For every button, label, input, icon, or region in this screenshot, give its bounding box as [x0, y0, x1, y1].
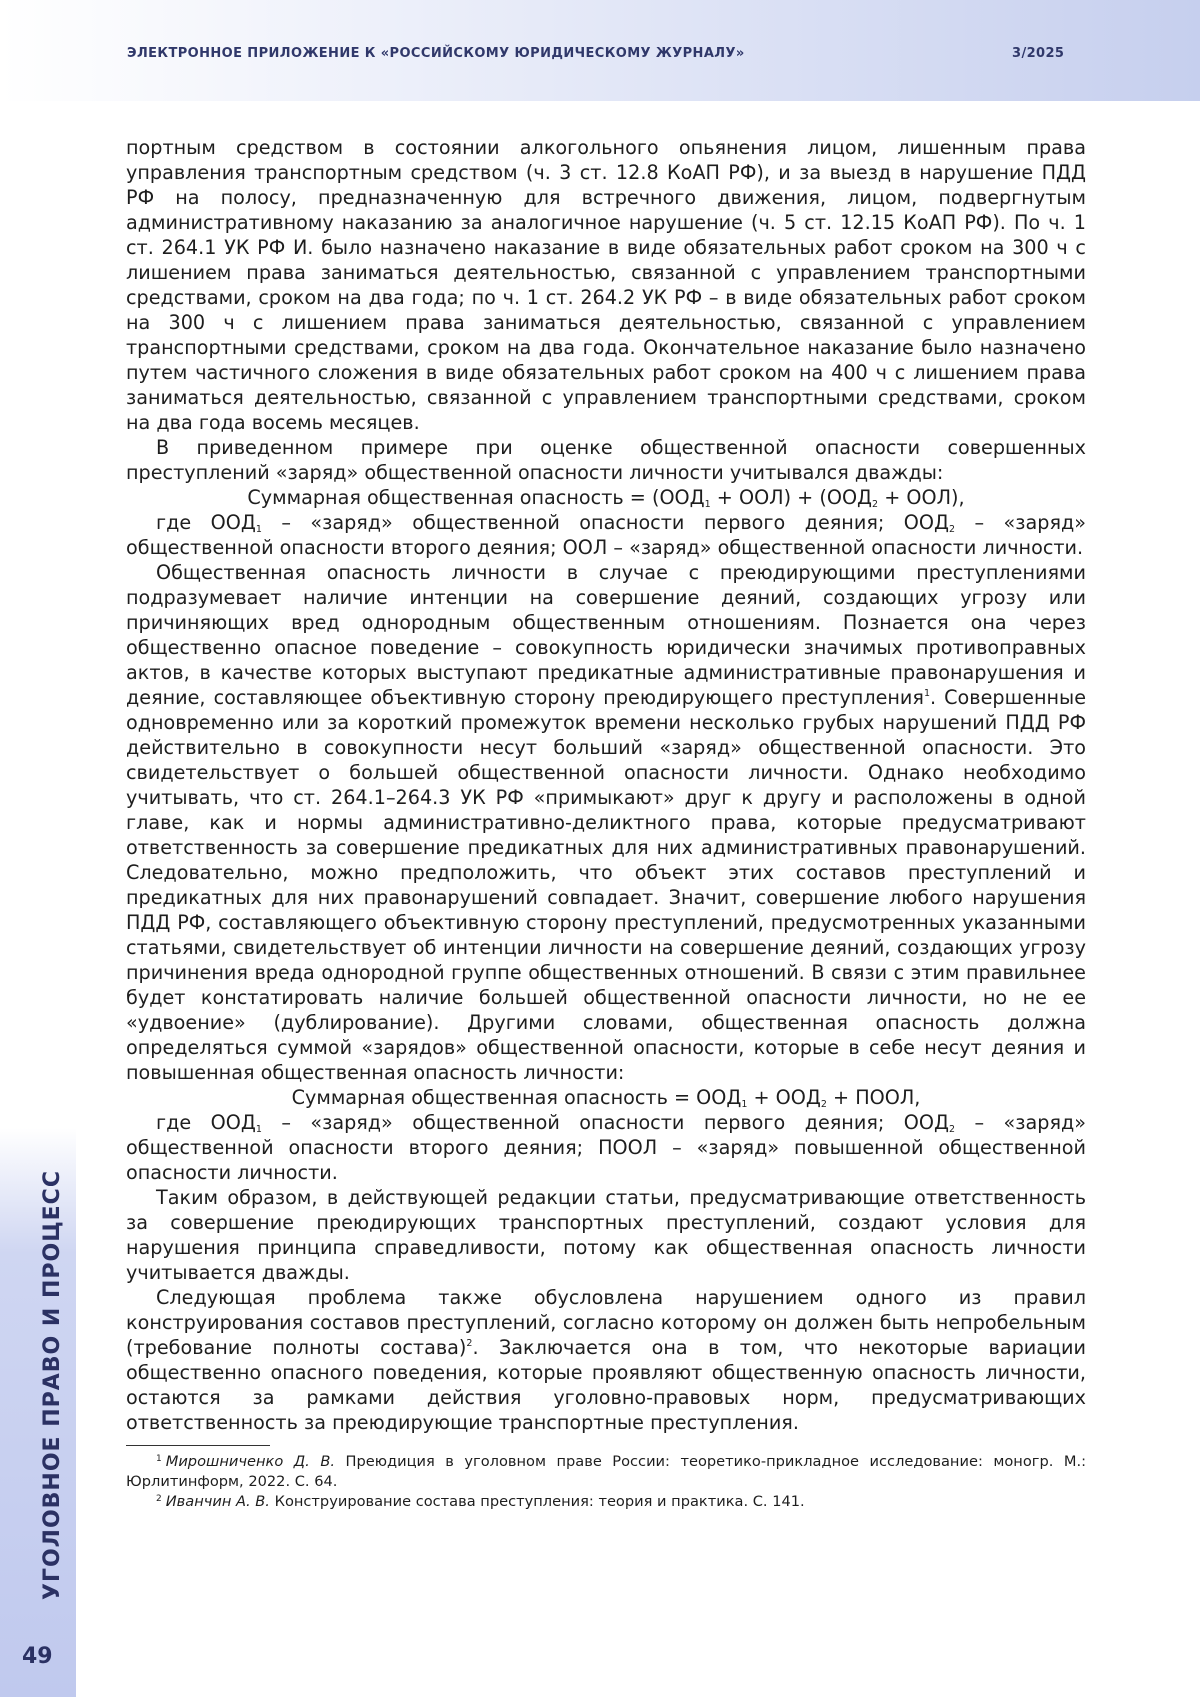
formula: Суммарная общественная опасность = (ООД1 + ООЛ) + (ООД2 + ООЛ),	[126, 485, 1086, 510]
formula-legend: где ООД1 – «заряд» общественной опасности первого деяния; ООД2 – «заряд» общественной опасности второго деяния; ПООЛ – «заряд» повышенной общественной опасности личности.	[126, 1110, 1086, 1185]
paragraph: В приведенном примере при оценке общественной опасности совершенных преступлений «заряд» общественной опасности личности учитывался дважды:	[126, 435, 1086, 485]
footnote: 2 Иванчин А. В. Конструирование состава преступления: теория и практика. С. 141.	[126, 1492, 1086, 1512]
paragraph: Общественная опасность личности в случае с преюдирующими преступлениями подразумевает наличие интенции на совершение деяний, создающих угрозу или причиняющих вред однородным общественным отношениям. Познается она через общественно опасное поведение – совокупность юридически значимых противоправных актов, в качестве которых выступают предикатные административные правонарушения и деяние, составляющее объективную сторону преюдирующего преступления1. Совершенные одновременно или за короткий промежуток времени несколько грубых нарушений ПДД РФ действительно в совокупности несут больший «заряд» общественной опасности. Это свидетельствует о большей общественной опасности личности. Однако необходимо учитывать, что ст. 264.1–264.3 УК РФ «примыкают» друг к другу и расположены в одной главе, как и нормы административно-деликтного права, которые предусматривают ответственность за совершение предикатных для них административных правонарушений. Следовательно, можно предположить, что объект этих составов преступлений и предикатных для них правонарушений совпадает. Значит, совершение любого нарушения ПДД РФ, составляющего объективную сторону преступлений, предусмотренных указанными статьями, свидетельствует об интенции личности на совершение деяний, создающих угрозу причинения вреда однородной группе общественных отношений. В связи с этим правильнее будет констатировать наличие большей общественной опасности личности, но не ее «удвоение» (дублирование). Другими словами, общественная опасность должна определяться суммой «зарядов» общественной опасности, которые в себе несут деяния и повышенная общественная опасность личности:	[126, 560, 1086, 1085]
paragraph: Следующая проблема также обусловлена нарушением одного из правил конструирования составов преступлений, согласно которому он должен быть непробельным (требование полноты состава)2. Заключается она в том, что некоторые вариации общественно опасного поведения, которые проявляют общественную опасность личности, остаются за рамками действия уголовно-правовых норм, предусматривающих ответственность за преюдирующие транспортные преступления.	[126, 1285, 1086, 1435]
formula: Суммарная общественная опасность = ООД1 + ООД2 + ПООЛ,	[126, 1085, 1086, 1110]
journal-title: ЭЛЕКТРОННОЕ ПРИЛОЖЕНИЕ К «РОССИЙСКОМУ ЮРИДИЧЕСКОМУ ЖУРНАЛУ»	[127, 46, 745, 61]
footnote-ref[interactable]: 1	[924, 688, 930, 699]
footnote: 1 Мирошниченко Д. В. Преюдиция в уголовном праве России: теоретико-прикладное исследование: моногр. М.: Юрлитинформ, 2022. С. 64.	[126, 1452, 1086, 1492]
page-number: 49	[22, 1644, 53, 1669]
footnote-divider	[126, 1445, 270, 1446]
paragraph: Таким образом, в действующей редакции статьи, предусматривающие ответственность за совершение преюдирующих транспортных преступлений, создают условия для нарушения принципа справедливости, потому как общественная опасность личности учитывается дважды.	[126, 1185, 1086, 1285]
footnote-ref[interactable]: 2	[466, 1338, 472, 1349]
paragraph: портным средством в состоянии алкогольного опьянения лицом, лишенным права управления транспортным средством (ч. 3 ст. 12.8 КоАП РФ), и за выезд в нарушение ПДД РФ на полосу, предназначенную для встречного движения, лицом, подвергнутым административному наказанию за аналогичное нарушение (ч. 5 ст. 12.15 КоАП РФ). По ч. 1 ст. 264.1 УК РФ И. было назначено наказание в виде обязательных работ сроком на 300 ч с лишением права заниматься деятельностью, связанной с управлением транспортными средствами, сроком на два года; по ч. 1 ст. 264.2 УК РФ – в виде обязательных работ сроком на 300 ч с лишением права заниматься деятельностью, связанной с управлением транспортными средствами, сроком на два года. Окончательное наказание было назначено путем частичного сложения в виде обязательных работ сроком на 400 ч с лишением права заниматься деятельностью, связанной с управлением транспортными средствами, сроком на два года восемь месяцев.	[126, 135, 1086, 435]
issue-number: 3/2025	[1012, 46, 1064, 61]
article-body	[126, 135, 1086, 1512]
section-title: УГОЛОВНОЕ ПРАВО И ПРОЦЕСС	[40, 1170, 65, 1600]
formula-legend: где ООД1 – «заряд» общественной опасности первого деяния; ООД2 – «заряд» общественной опасности второго деяния; ООЛ – «заряд» общественной опасности личности.	[126, 510, 1086, 560]
